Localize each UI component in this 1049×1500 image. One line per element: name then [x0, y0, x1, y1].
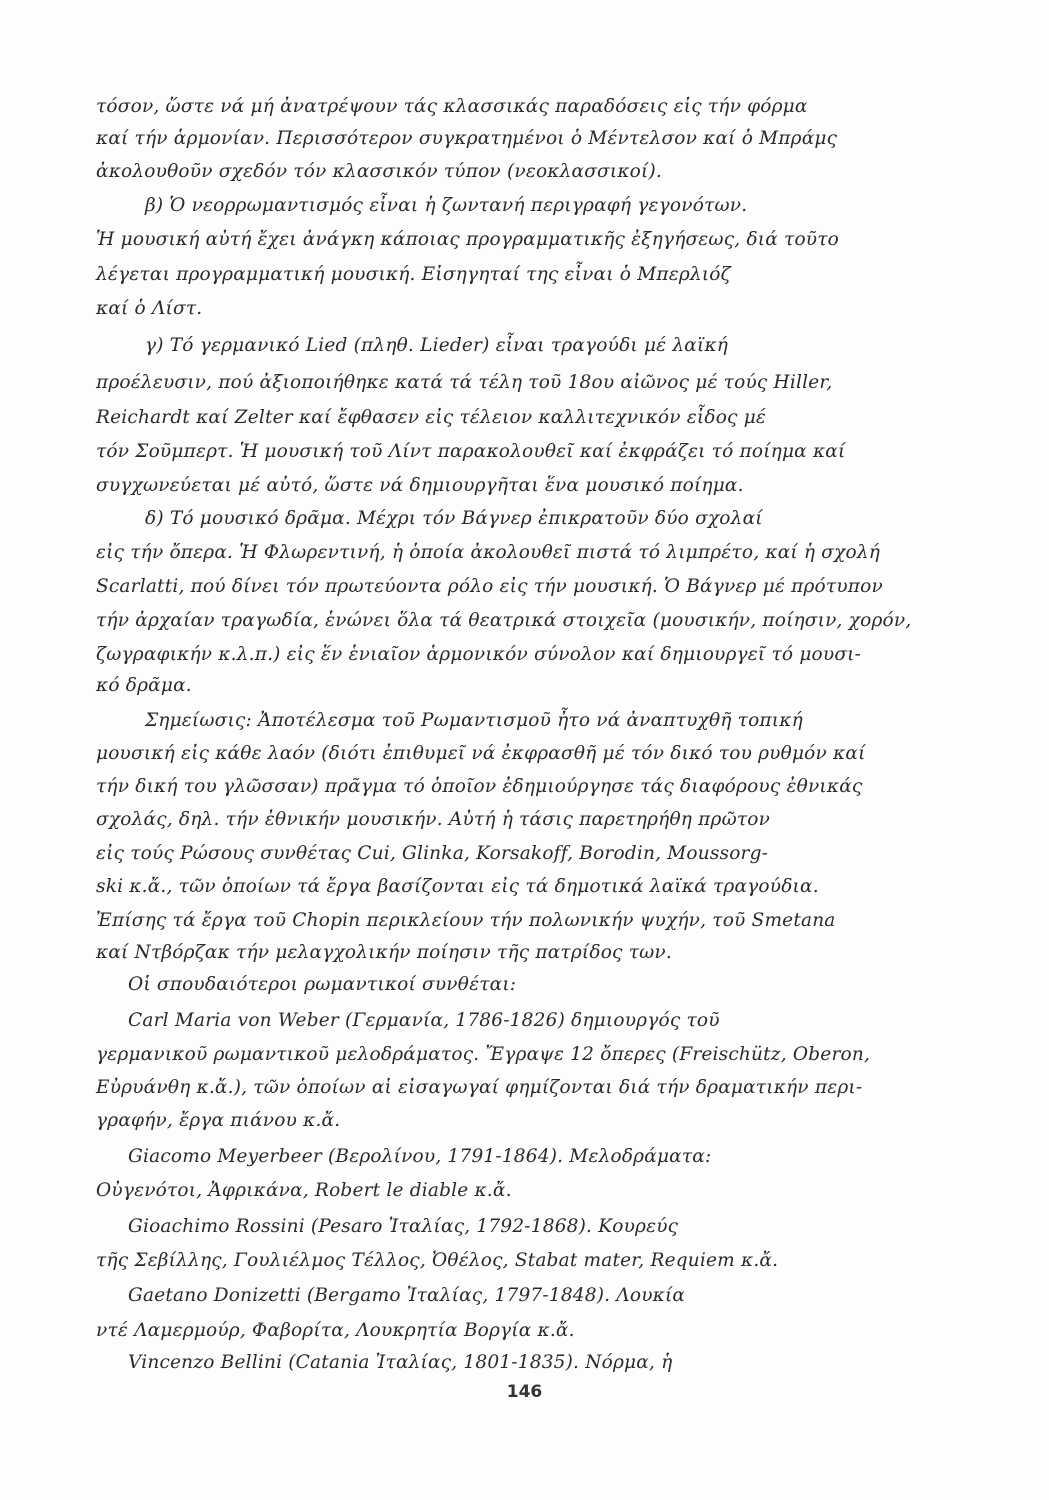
text-line: Vincenzo Bellini (Catania Ἰταλίας, 1801-1835). Νόρμα, ἡ	[128, 1352, 673, 1373]
text-line: Reichardt καί Zelter καί ἔφθασεν εἰς τέλειον καλλιτεχνικόν εἶδος μέ	[96, 407, 767, 428]
text-line: σχολάς, δηλ. τήν ἐθνικήν μουσικήν. Αὐτή ἡ τάσις παρετηρήθη πρῶτον	[96, 809, 771, 830]
text-line: Gioachimo Rossini (Pesaro Ἰταλίας, 1792-1868). Κουρεύς	[128, 1216, 679, 1237]
text-line: κό δρᾶμα.	[96, 675, 192, 696]
text-line: μουσική εἰς κάθε λαόν (διότι ἐπιθυμεῖ νά ἐκφρασθῆ μέ τόν δικό του ρυθμόν καί	[96, 743, 866, 764]
text-line: γραφήν, ἔργα πιάνου κ.ἄ.	[96, 1110, 341, 1131]
text-line: τήν δική του γλῶσσαν) πρᾶγμα τό ὁποῖον ἐδημιούργησε τάς διαφόρους ἐθνικάς	[96, 776, 863, 797]
text-line: γ) Τό γερμανικό Lied (πληθ. Lieder) εἶναι τραγούδι μέ λαϊκή	[145, 335, 729, 356]
text-line: συγχωνεύεται μέ αὐτό, ὥστε νά δημιουργῆται ἕνα μουσικό ποίημα.	[96, 475, 744, 496]
text-line: β) Ὁ νεορρωμαντισμός εἶναι ἡ ζωντανή περιγραφή γεγονότων.	[145, 195, 748, 216]
text-line: Σημείωσις: Ἀποτέλεσμα τοῦ Ρωμαντισμοῦ ἦτο νά ἀναπτυχθῆ τοπική	[145, 710, 803, 731]
text-line: Ἡ μουσική αὐτή ἔχει ἀνάγκη κάποιας προγραμματικῆς ἐξηγήσεως, διά τοῦτο	[96, 229, 839, 250]
text-line: λέγεται προγραμματική μουσική. Εἰσηγηταί της εἶναι ὁ Μπερλιόζ	[96, 264, 731, 285]
text-line: καί ὁ Λίστ.	[96, 298, 203, 319]
text-line: καί Ντβόρζακ τήν μελαγχολικήν ποίησιν τῆς πατρίδος των.	[96, 942, 672, 963]
text-line: ἀκολουθοῦν σχεδόν τόν κλασσικόν τύπον (νεοκλασσικοί).	[96, 161, 662, 182]
text-line: δ) Τό μουσικό δρᾶμα. Μέχρι τόν Βάγνερ ἐπικρατοῦν δύο σχολαί	[145, 508, 763, 529]
text-line: Οἱ σπουδαιότεροι ρωμαντικοί συνθέται:	[128, 974, 517, 995]
text-line: τήν ἀρχαίαν τραγωδία, ἑνώνει ὅλα τά θεατρικά στοιχεῖα (μουσικήν, ποίησιν, χορόν,	[96, 610, 912, 631]
text-line: τόν Σοῦμπερτ. Ἡ μουσική τοῦ Λίντ παρακολουθεῖ καί ἐκφράζει τό ποίημα καί	[96, 441, 846, 462]
text-line: Οὐγενότοι, Ἀφρικάνα, Robert le diable κ.ἄ.	[96, 1180, 512, 1201]
page-number: 146	[506, 1382, 543, 1402]
text-line: Carl Maria von Weber (Γερμανία, 1786-1826) δημιουργός τοῦ	[128, 1010, 720, 1031]
text-line: ζωγραφικήν κ.λ.π.) εἰς ἕν ἑνιαῖον ἁρμονικόν σύνολον καί δημιουργεῖ τό μουσι-	[96, 644, 862, 665]
text-line: καί τήν ἁρμονίαν. Περισσότερον συγκρατημένοι ὁ Μέντελσον καί ὁ Μπράμς	[96, 128, 838, 149]
text-line: Giacomo Meyerbeer (Βερολίνου, 1791-1864). Μελοδράματα:	[128, 1146, 712, 1167]
text-line: τῆς Σεβίλλης, Γουλιέλμος Τέλλος, Ὀθέλος, Stabat mater, Requiem κ.ἄ.	[96, 1250, 779, 1271]
text-line: προέλευσιν, πού ἀξιοποιήθηκε κατά τά τέλη τοῦ 18ου αἰῶνος μέ τούς Hiller,	[96, 372, 833, 393]
text-line: εἰς τήν ὄπερα. Ἡ Φλωρεντινή, ἡ ὁποία ἀκολουθεῖ πιστά τό λιμπρέτο, καί ἡ σχολή	[96, 542, 881, 563]
text-line: γερμανικοῦ ρωμαντικοῦ μελοδράματος. Ἔγραψε 12 ὄπερες (Freischütz, Oberon,	[96, 1044, 871, 1065]
text-line: Εὐρυάνθη κ.ἄ.), τῶν ὁποίων αἱ εἰσαγωγαί φημίζονται διά τήν δραματικήν περι-	[96, 1077, 863, 1098]
text-line: Scarlatti, πού δίνει τόν πρωτεύοντα ρόλο εἰς τήν μουσική. Ὁ Βάγνερ μέ πρότυπον	[96, 576, 883, 597]
text-line: Gaetano Donizetti (Bergamo Ἰταλίας, 1797-1848). Λουκία	[128, 1285, 686, 1306]
text-line: ντέ Λαμερμούρ, Φαβορίτα, Λουκρητία Βοργία κ.ἄ.	[96, 1320, 575, 1341]
text-line: ski κ.ἄ., τῶν ὁποίων τά ἔργα βασίζονται εἰς τά δημοτικά λαϊκά τραγούδια.	[96, 876, 819, 897]
text-line: Ἐπίσης τά ἔργα τοῦ Chopin περικλείουν τήν πολωνικήν ψυχήν, τοῦ Smetana	[96, 910, 836, 931]
text-line: εἰς τούς Ρώσους συνθέτας Cui, Glinka, Korsakoff, Borodin, Moussorg-	[96, 843, 769, 864]
text-line: τόσον, ὥστε νά μή ἀνατρέψουν τάς κλασσικάς παραδόσεις εἰς τήν φόρμα	[96, 96, 808, 117]
